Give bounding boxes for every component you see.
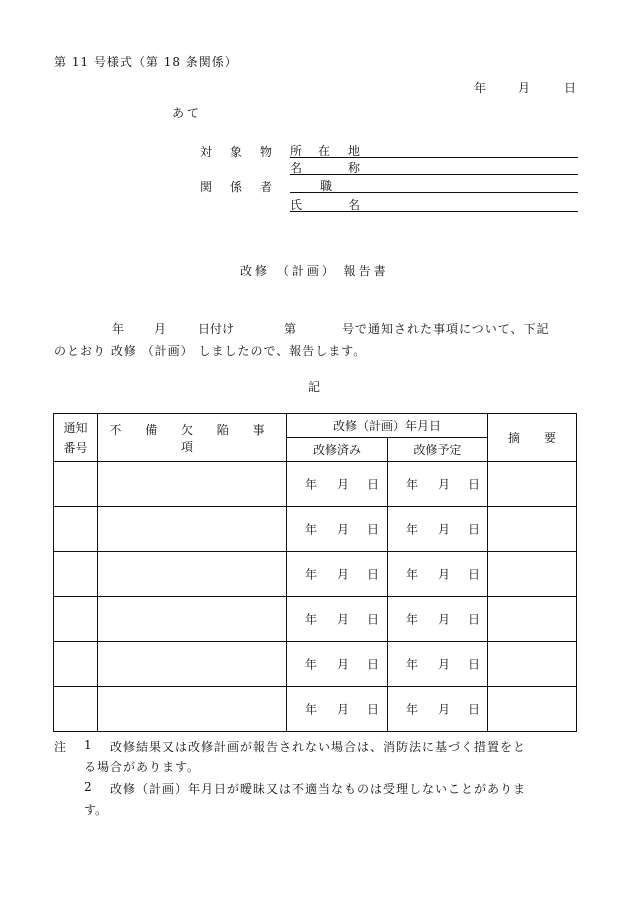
cell-remarks[interactable]	[488, 552, 577, 597]
date-day: 日	[564, 81, 577, 95]
note-1-line-1: 改修結果又は改修計画が報告されない場合は、消防法に基づく措置をと	[110, 740, 527, 754]
cell-notice-number[interactable]	[54, 462, 98, 507]
date-month: 月	[518, 81, 531, 95]
target-label: 対 象 物	[200, 145, 272, 159]
cell-planned-date[interactable]: 年 月 日	[388, 507, 488, 552]
position-field[interactable]: 職	[290, 177, 578, 193]
cell-defect[interactable]	[98, 687, 287, 732]
cell-repaired-date[interactable]: 年 月 日	[287, 507, 388, 552]
cell-notice-number[interactable]	[54, 552, 98, 597]
cell-remarks[interactable]	[488, 597, 577, 642]
cell-planned-date[interactable]: 年 月 日	[388, 597, 488, 642]
cell-remarks[interactable]	[488, 462, 577, 507]
cell-repaired-date[interactable]: 年 月 日	[287, 597, 388, 642]
header-planned: 改修予定	[388, 438, 488, 462]
cell-remarks[interactable]	[488, 687, 577, 732]
note-1-number: 1	[84, 738, 92, 752]
header-notice-number: 通知 番号	[54, 414, 98, 462]
header-repaired: 改修済み	[287, 438, 388, 462]
cell-notice-number[interactable]	[54, 687, 98, 732]
cell-planned-date[interactable]: 年 月 日	[388, 462, 488, 507]
ki-heading: 記	[308, 380, 321, 394]
table-row	[54, 462, 577, 507]
cell-notice-number[interactable]	[54, 642, 98, 687]
cell-planned-date[interactable]: 年 月 日	[388, 642, 488, 687]
cell-defect[interactable]	[98, 462, 287, 507]
cell-repaired-date[interactable]: 年 月 日	[287, 687, 388, 732]
cell-planned-date[interactable]: 年 月 日	[388, 687, 488, 732]
body-line-2: のとおり 改修 （計画） しましたので、報告します。	[54, 344, 367, 358]
table-row	[54, 597, 577, 642]
table-row	[54, 642, 577, 687]
cell-repaired-date[interactable]: 年 月 日	[287, 462, 388, 507]
cell-notice-number[interactable]	[54, 507, 98, 552]
related-label: 関 係 者	[200, 180, 272, 194]
cell-defect[interactable]	[98, 507, 287, 552]
name-field[interactable]: 名 称	[290, 159, 578, 175]
table-row	[54, 687, 577, 732]
repair-table	[53, 413, 577, 732]
location-field[interactable]: 所 在 地	[290, 142, 578, 158]
cell-repaired-date[interactable]: 年 月 日	[287, 642, 388, 687]
form-number: 第 11 号様式（第 18 条関係）	[54, 55, 238, 69]
cell-defect[interactable]	[98, 552, 287, 597]
cell-planned-date[interactable]: 年 月 日	[388, 552, 488, 597]
header-remarks: 摘 要	[488, 414, 577, 462]
note-1-line-2: る場合があります。	[84, 760, 201, 774]
note-2-line-2: す。	[84, 803, 108, 817]
cell-defect[interactable]	[98, 642, 287, 687]
addressee: あて	[172, 106, 203, 120]
date-year: 年	[474, 81, 487, 95]
cell-notice-number[interactable]	[54, 597, 98, 642]
cell-repaired-date[interactable]: 年 月 日	[287, 552, 388, 597]
cell-defect[interactable]	[98, 597, 287, 642]
document-title: 改修 （計画） 報告書	[240, 264, 389, 278]
note-2-line-1: 改修（計画）年月日が曖昧又は不適当なものは受理しないことがありま	[110, 782, 527, 796]
notes-label: 注	[54, 740, 67, 754]
cell-remarks[interactable]	[488, 642, 577, 687]
table-row	[54, 507, 577, 552]
note-2-number: 2	[84, 780, 92, 794]
header-repair-date: 改修（計画）年月日	[287, 414, 488, 438]
header-defect: 不 備 欠 陥 事 項	[98, 414, 287, 462]
cell-remarks[interactable]	[488, 507, 577, 552]
table-row	[54, 552, 577, 597]
person-name-field[interactable]: 氏 名	[290, 196, 578, 212]
